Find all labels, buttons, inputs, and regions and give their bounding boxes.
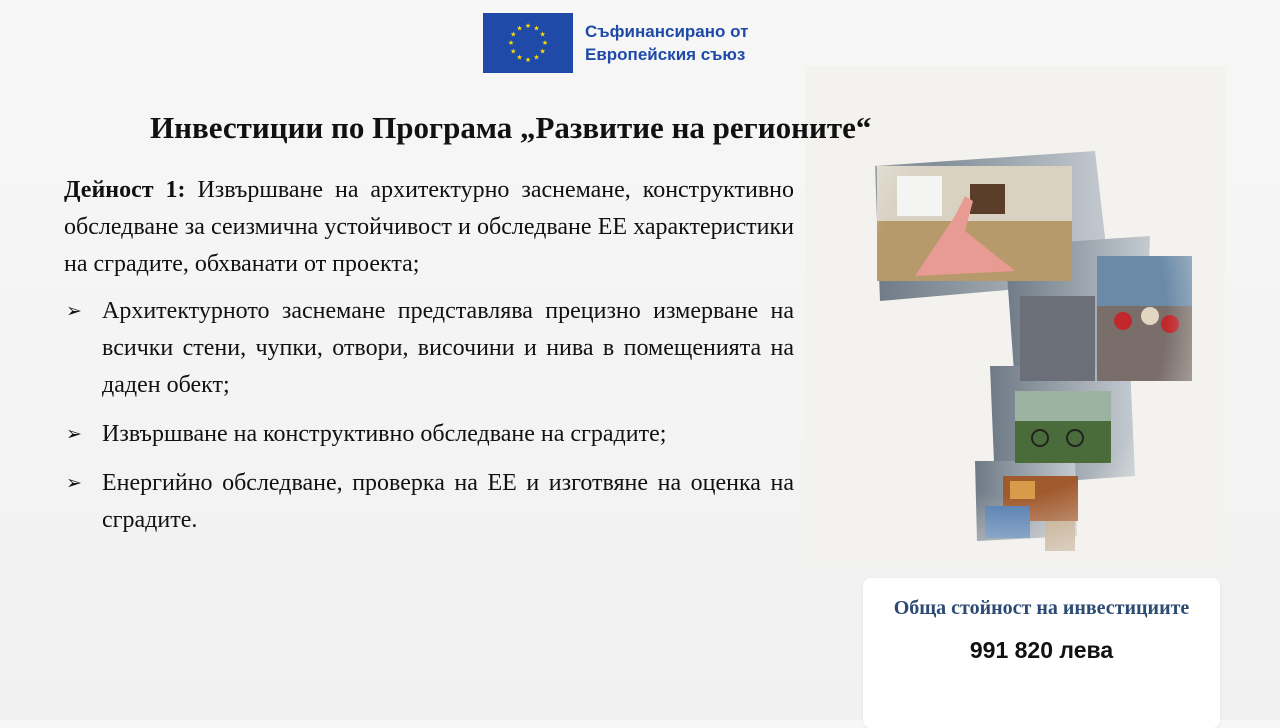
arrow-bullet-icon: ➢ [66,423,82,445]
list-item-text: Архитектурното заснемане представлява прецизно измерване на всички стени, чупки, отвори, височини и нива в помещенията на даден обект; [102,298,794,398]
svg-text:★: ★ [533,53,540,62]
activity-label: Дейност 1: [64,177,186,203]
bullet-list [64,293,794,539]
eu-flag-icon [483,13,573,73]
svg-text:★: ★ [533,24,540,33]
svg-text:★: ★ [510,47,517,56]
svg-text:★: ★ [524,56,532,64]
main-content [64,172,794,551]
list-item [64,416,794,453]
total-cost-label: Обща стойност на инвестициите [893,597,1190,619]
activity-text: Извършване на архитектурно заснемане, конструктивно обследване за сеизмична устойчивост и обследване ЕЕ характеристики на сградите, обхванати от проекта; [64,177,795,277]
logo-line-1: Съфинансирано от [585,22,749,41]
eu-cofunded-logo [483,13,793,73]
list-item-text: Извършване на конструктивно обследване на сградите; [102,421,667,447]
list-item-text: Енергийно обследване, проверка на ЕЕ и изготвяне на оценка на сградите. [102,470,794,533]
svg-text:★: ★ [510,30,517,39]
svg-text:★: ★ [539,30,546,39]
svg-text:★: ★ [541,39,549,47]
total-cost-value: 991 820 лева [969,637,1114,663]
svg-text:★: ★ [507,39,515,47]
arrow-bullet-icon: ➢ [66,300,82,322]
arrow-bullet-icon: ➢ [66,472,82,494]
list-item [64,293,794,404]
svg-text:★: ★ [516,53,523,62]
activity-paragraph [64,172,794,283]
svg-text:★: ★ [516,24,523,33]
total-cost-card [863,578,1220,728]
svg-text:★: ★ [524,22,532,30]
list-item [64,465,794,539]
logo-line-2: Европейския съюз [585,45,746,64]
svg-text:★: ★ [539,47,546,56]
page-title: Инвестиции по Програма „Развитие на регионите“ [150,110,872,145]
